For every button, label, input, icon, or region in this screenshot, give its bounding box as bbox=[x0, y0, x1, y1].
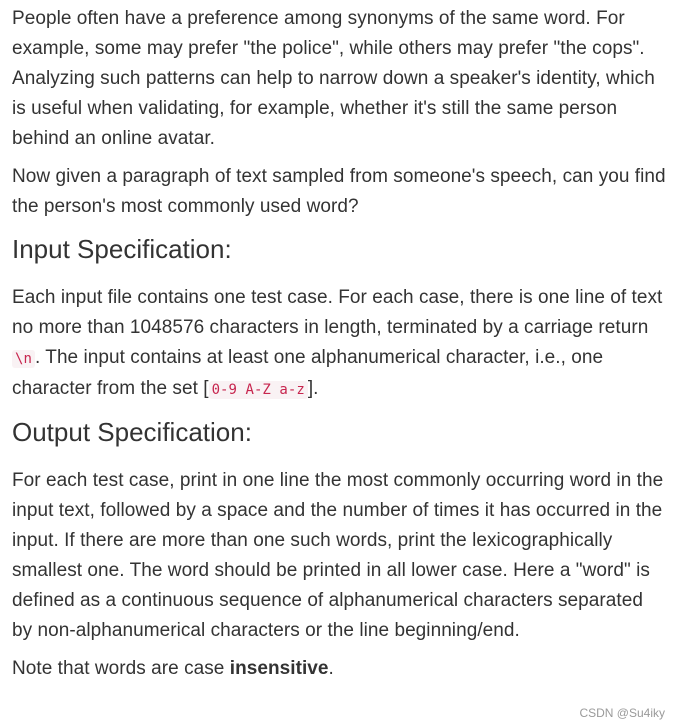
intro-paragraph-2: Now given a paragraph of text sampled from someone's speech, can you find the person's most commonly used word? bbox=[12, 166, 666, 217]
note-text-b: . bbox=[328, 658, 334, 679]
newline-code: \n bbox=[12, 350, 35, 368]
output-spec-heading: Output Specification: bbox=[12, 417, 252, 447]
input-spec-text-c: ]. bbox=[307, 378, 319, 399]
input-spec-text-b: . The input contains at least one alphanumerical character, i.e., one character from the set [ bbox=[12, 347, 604, 399]
csdn-watermark: CSDN @Su4iky bbox=[579, 706, 665, 720]
input-spec-heading: Input Specification: bbox=[12, 234, 232, 264]
input-spec-text-a: Each input file contains one test case. For each case, there is one line of text no more than 1048576 characters in length, terminated by a carriage return bbox=[12, 287, 663, 338]
input-spec-paragraph bbox=[12, 283, 667, 405]
note-text-a: Note that words are case bbox=[12, 658, 230, 679]
output-spec-paragraph: For each test case, print in one line the most commonly occurring word in the input text, followed by a space and the number of times it has occurred in the input. If there are more than one such words, print the lexicographically smallest one. The word should be printed in all lower case. Here a "word" is defined as a continuous sequence of alphanumerical characters separated by non-alphanumerical characters or the line beginning/end. bbox=[12, 470, 664, 641]
note-paragraph bbox=[12, 654, 667, 684]
note-bold: insensitive bbox=[229, 658, 329, 679]
intro-paragraph-1: People often have a preference among synonyms of the same word. For example, some may prefer "the police", while others may prefer "the cops". Analyzing such patterns can help to narrow down a speaker's identity, which is useful when validating, for example, whether it's still the same person behind an online avatar. bbox=[12, 8, 655, 149]
charset-code: 0-9 A-Z a-z bbox=[209, 381, 308, 399]
